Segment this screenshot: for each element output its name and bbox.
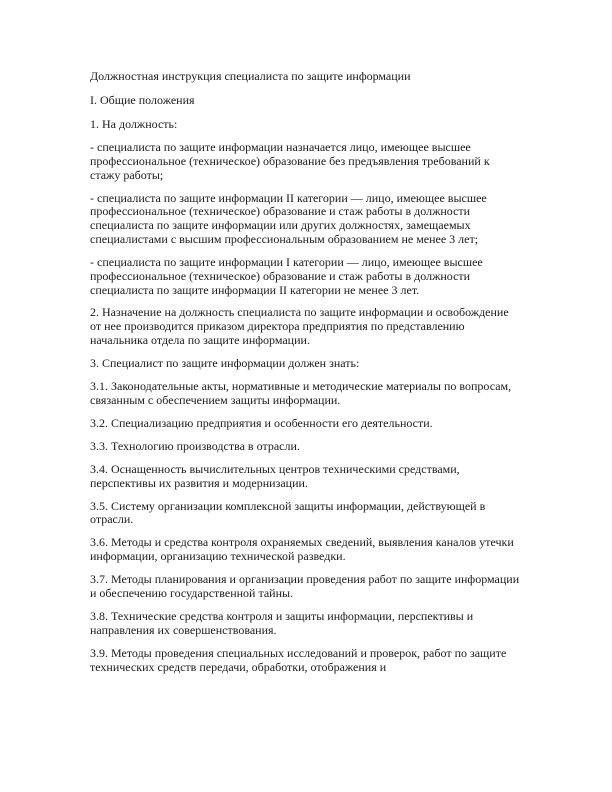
paragraph-2: - специалиста по защите информации назначается лицо, имеющее высшее профессиональное (техническое) образование без предъявления требований к стажу работы;: [90, 139, 490, 182]
paragraph-15: 3.9. Методы проведения специальных исследований и проверок, работ по защите технических средств передачи, обработки, отображения и: [90, 645, 507, 674]
section-heading: I. Общие положения: [90, 92, 195, 107]
paragraph-11: 3.5. Систему организации комплексной защиты информации, действующей в отрасли.: [90, 498, 486, 527]
paragraph-9: 3.3. Технологию производства в отрасли.: [90, 438, 300, 453]
paragraph-10: 3.4. Оснащенность вычислительных центров техническими средствами, перспективы их развития и модернизации.: [90, 461, 460, 490]
paragraph-4: - специалиста по защите информации I категории — лицо, имеющее высшее профессиональное (техническое) образование и стаж работы в должности специалиста по защите информации II категории не менее 3 лет.: [90, 254, 483, 297]
paragraph-8: 3.2. Специализацию предприятия и особенности его деятельности.: [90, 415, 433, 430]
paragraph-13: 3.7. Методы планирования и организации проведения работ по защите информации и обеспечению государственной тайны.: [90, 572, 520, 600]
paragraph-5: 2. Назначение на должность специалиста по защите информации и освобождение от нее производится приказом директора предприятия по представлению начальника отдела по защите информации.: [90, 305, 509, 348]
paragraph-1: 1. На должность:: [90, 116, 178, 131]
paragraph-3: - специалиста по защите информации II категории — лицо, имеющее высшее профессиональное (техническое) образование и стаж работы в должности специалиста по защите информации или других должностях, замещаемых специалистами с высшим профессиональным образованием не менее 3 лет;: [90, 190, 487, 246]
paragraph-12: 3.6. Методы и средства контроля охраняемых сведений, выявления каналов утечки информации, организацию технической разведки.: [90, 535, 514, 564]
paragraph-6: 3. Специалист по защите информации должен знать:: [90, 356, 360, 371]
document-title: Должностная инструкция специалиста по защите информации: [90, 69, 411, 83]
document-body: [90, 70, 522, 683]
paragraph-7: 3.1. Законодательные акты, нормативные и методические материалы по вопросам, связанным с обеспечением защиты информации.: [90, 379, 512, 407]
paragraph-14: 3.8. Технические средства контроля и защиты информации, перспективы и направления их совершенствования.: [90, 608, 474, 637]
